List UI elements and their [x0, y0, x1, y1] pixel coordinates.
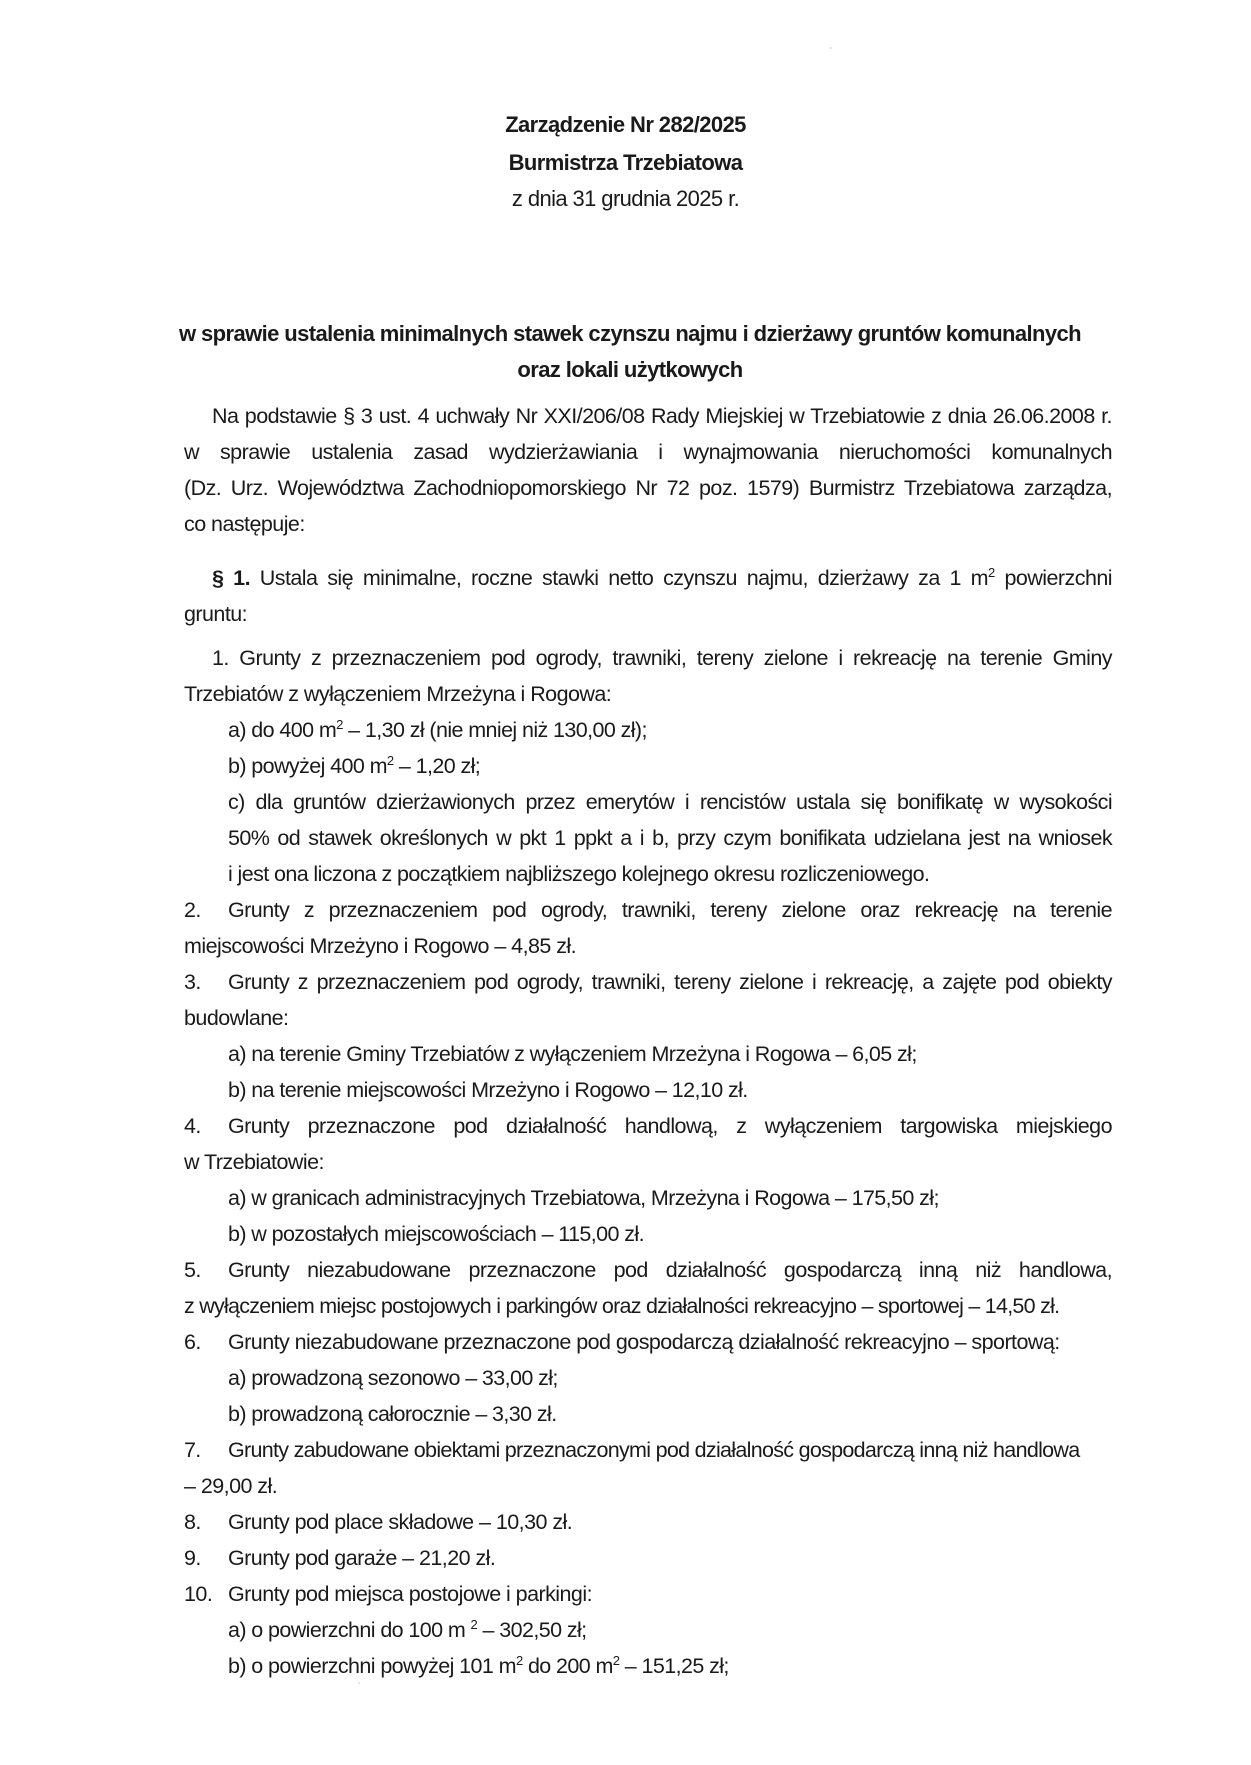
- item-5: 5. Grunty niezabudowane przeznaczone pod działalność gospodarczą inną niż handlowa, z wyłączeniem miejsc postojowych i parkingów oraz działalności rekreacyjno – sportowej – 14,50 zł.: [184, 1258, 1112, 1318]
- item-4a: a) w granicach administracyjnych Trzebiatowa, Mrzeżyna i Rogowa – 175,50 zł;: [228, 1186, 939, 1210]
- scan-speck: [830, 47, 832, 49]
- section-1-label: § 1.: [212, 566, 251, 590]
- item-6: 6. Grunty niezabudowane przeznaczone pod gospodarczą działalność rekreacyjno – sportową:: [184, 1330, 1060, 1354]
- item-8: 8. Grunty pod place składowe – 10,30 zł.: [184, 1510, 573, 1534]
- item-1-subitems: [228, 712, 1112, 892]
- item-2: 2. Grunty z przeznaczeniem pod ogrody, trawniki, tereny zielone oraz rekreację na terenie miejscowości Mrzeżyno i Rogowo – 4,85 zł.: [184, 898, 1112, 958]
- item-7: 7. Grunty zabudowane obiektami przeznaczonymi pod działalność gospodarczą inną niż handlowa – 29,00 zł.: [184, 1438, 1080, 1498]
- preamble-line-1: Na podstawie § 3 ust. 4 uchwały Nr XXI/206/08 Rady Miejskiej w Trzebiatowie z dnia 26.06.2008 r.: [212, 404, 1112, 428]
- item-6-subitems: [228, 1360, 1112, 1432]
- document-subject: [150, 316, 1110, 388]
- section-1-line-1: § 1. Ustala się minimalne, roczne stawki netto czynszu najmu, dzierżawy za 1 $m^2$ powierzchni: [212, 565, 1112, 590]
- item-1c-line-2: 50% od stawek określonych w pkt 1 ppkt a i b, przy czym bonifikata udzielana jest na wniosek: [228, 826, 1112, 850]
- preamble-line-2: w sprawie ustalenia zasad wydzierżawiania i wynajmowania nieruchomości komunalnych: [184, 440, 1112, 464]
- item-4b: b) w pozostałych miejscowościach – 115,00 zł.: [228, 1222, 644, 1246]
- item-10a: a) o powierzchni do 100 m $^2$ – 302,50 zł;: [228, 1617, 587, 1642]
- subject-line-1: w sprawie ustalenia minimalnych stawek czynszu najmu i dzierżawy gruntów komunalnych: [179, 321, 1081, 346]
- subject-line-2: oraz lokali użytkowych: [517, 357, 743, 382]
- section-1-intro: [184, 560, 1112, 632]
- item-6b: b) prowadzoną całorocznie – 3,30 zł.: [228, 1402, 557, 1426]
- item-10-subitems: [228, 1612, 1112, 1684]
- item-4: 4. Grunty przeznaczone pod działalność handlową, z wyłączeniem targowiska miejskiego w Trzebiatowie:: [184, 1114, 1112, 1174]
- item-10b: b) o powierzchni powyżej 101 $m^2$ do 200 $m^2 - 151,25$ zł;: [228, 1653, 729, 1678]
- preamble: [184, 398, 1112, 542]
- scan-speck: [358, 1682, 360, 1684]
- item-1c-line-3: i jest ona liczona z początkiem najbliższego kolejnego okresu rozliczeniowego.: [228, 862, 930, 886]
- section-1-line-2: gruntu:: [184, 602, 248, 626]
- item-1b: b) powyżej 400 $m^2 - 1,20$ zł;: [228, 753, 481, 778]
- preamble-line-3: (Dz. Urz. Województwa Zachodniopomorskiego Nr 72 poz. 1579) Burmistrz Trzebiatowa zarządza,: [184, 476, 1112, 500]
- item-3: 3. Grunty z przeznaczeniem pod ogrody, trawniki, tereny zielone i rekreację, a zajęte pod obiekty budowlane:: [184, 970, 1112, 1030]
- item-1: 1. Grunty z przeznaczeniem pod ogrody, trawniki, tereny zielone i rekreację na terenie Gminy Trzebiatów z wyłączeniem Mrzeżyna i Rogowa:: [184, 646, 1112, 706]
- item-1c-line-1: c) dla gruntów dzierżawionych przez emerytów i rencistów ustala się bonifikatę w wysokości: [228, 790, 1112, 814]
- item-6a: a) prowadzoną sezonowo – 33,00 zł;: [228, 1366, 558, 1390]
- document-title: Zarządzenie Nr 282/2025: [505, 112, 746, 137]
- item-4-subitems: [228, 1180, 1112, 1252]
- item-1a: a) do 400 $m^2 - 1,30$ zł (nie mniej niż 130,00 zł);: [228, 717, 647, 742]
- item-3b: b) na terenie miejscowości Mrzeżyno i Rogowo – 12,10 zł.: [228, 1078, 748, 1102]
- item-9: 9. Grunty pod garaże – 21,20 zł.: [184, 1546, 496, 1570]
- item-3-subitems: [228, 1036, 1112, 1108]
- document-author: Burmistrza Trzebiatowa: [508, 150, 743, 175]
- preamble-line-4: co następuje:: [184, 512, 305, 536]
- item-10: 10. Grunty pod miejsca postojowe i parkingi:: [184, 1582, 592, 1606]
- document-date: z dnia 31 grudnia 2025 r.: [511, 186, 740, 211]
- item-3a: a) na terenie Gminy Trzebiatów z wyłączeniem Mrzeżyna i Rogowa – 6,05 zł;: [228, 1042, 917, 1066]
